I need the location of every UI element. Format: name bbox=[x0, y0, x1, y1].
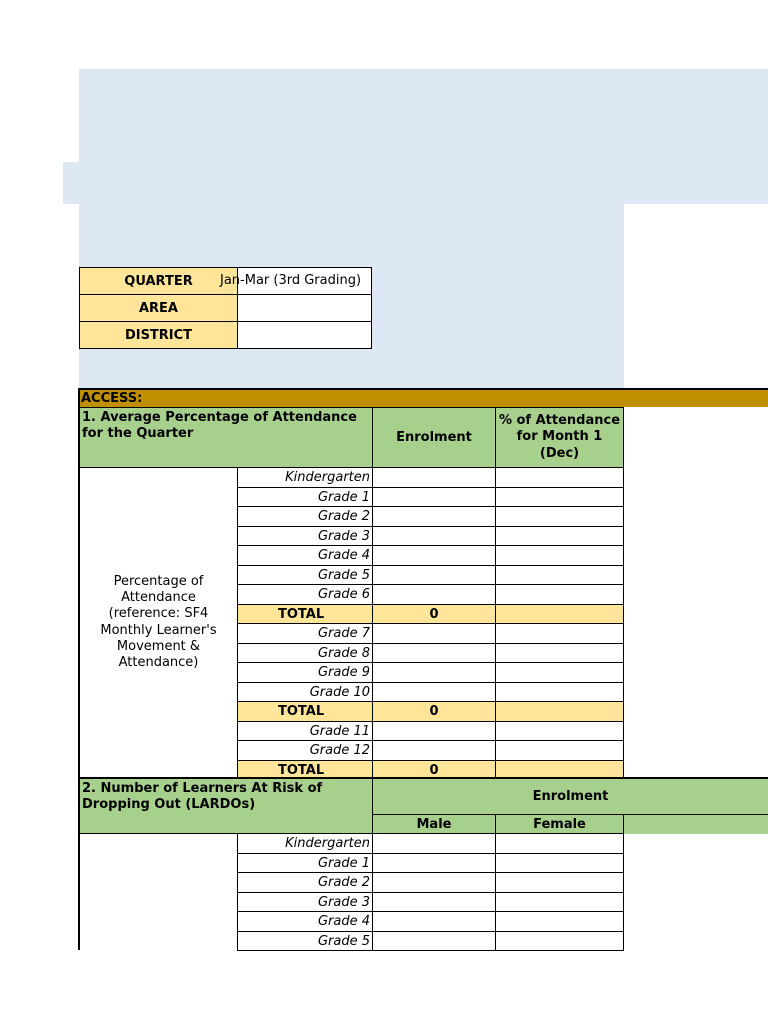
male-cell[interactable] bbox=[372, 833, 496, 854]
grade-label: Grade 2 bbox=[237, 872, 373, 893]
section2-col-enrolment: Enrolment bbox=[372, 777, 768, 815]
enrolment-cell[interactable] bbox=[372, 623, 496, 644]
section1-col-attendance: % of Attendance for Month 1 (Dec) bbox=[495, 407, 624, 468]
total-label: TOTAL bbox=[237, 760, 373, 780]
total-attendance[interactable] bbox=[495, 701, 624, 722]
grade-label: Grade 4 bbox=[237, 911, 373, 932]
female-cell[interactable] bbox=[495, 911, 624, 932]
grade-label: Kindergarten bbox=[237, 467, 373, 488]
male-cell[interactable] bbox=[372, 931, 496, 951]
total-label: TOTAL bbox=[237, 701, 373, 722]
attendance-cell[interactable] bbox=[495, 643, 624, 663]
attendance-cell[interactable] bbox=[495, 662, 624, 683]
grade-label: Grade 12 bbox=[237, 740, 373, 761]
grade-label: Grade 11 bbox=[237, 721, 373, 741]
section2-col-female: Female bbox=[495, 814, 624, 834]
attendance-cell[interactable] bbox=[495, 526, 624, 546]
district-value-cell[interactable] bbox=[237, 321, 372, 349]
enrolment-cell[interactable] bbox=[372, 545, 496, 566]
quarter-value-cell[interactable] bbox=[220, 267, 372, 295]
grade-label: Grade 5 bbox=[237, 565, 373, 585]
total-attendance[interactable] bbox=[495, 604, 624, 624]
attendance-cell[interactable] bbox=[495, 584, 624, 605]
female-cell[interactable] bbox=[495, 853, 624, 873]
grade-label: Grade 5 bbox=[237, 931, 373, 951]
attendance-cell[interactable] bbox=[495, 467, 624, 488]
female-cell[interactable] bbox=[495, 833, 624, 854]
quarter-value: Jan-Mar (3rd Grading) bbox=[220, 273, 362, 288]
male-cell[interactable] bbox=[372, 872, 496, 893]
enrolment-cell[interactable] bbox=[372, 682, 496, 702]
total-enrolment: 0 bbox=[372, 701, 496, 722]
grade-label: Kindergarten bbox=[237, 833, 373, 854]
total-enrolment: 0 bbox=[372, 604, 496, 624]
grade-label: Grade 3 bbox=[237, 526, 373, 546]
district-label: DISTRICT bbox=[79, 321, 238, 349]
grade-label: Grade 6 bbox=[237, 584, 373, 605]
enrolment-cell[interactable] bbox=[372, 643, 496, 663]
quarter-label: QUARTER bbox=[79, 267, 238, 295]
attendance-cell[interactable] bbox=[495, 721, 624, 741]
attendance-cell[interactable] bbox=[495, 545, 624, 566]
section1-side-label: Percentage of Attendance (reference: SF4 Monthly Learner's Movement & Attendance) bbox=[79, 467, 238, 778]
section1-col-enrolment: Enrolment bbox=[372, 407, 496, 468]
enrolment-cell[interactable] bbox=[372, 526, 496, 546]
area-value-cell[interactable] bbox=[237, 294, 372, 322]
header-band-left-step bbox=[63, 162, 79, 204]
grade-label: Grade 2 bbox=[237, 506, 373, 527]
female-cell[interactable] bbox=[495, 892, 624, 912]
attendance-cell[interactable] bbox=[495, 682, 624, 702]
enrolment-cell[interactable] bbox=[372, 506, 496, 527]
grade-label: Grade 7 bbox=[237, 623, 373, 644]
grade-label: Grade 10 bbox=[237, 682, 373, 702]
female-cell[interactable] bbox=[495, 872, 624, 893]
male-cell[interactable] bbox=[372, 911, 496, 932]
area-label: AREA bbox=[79, 294, 238, 322]
enrolment-cell[interactable] bbox=[372, 584, 496, 605]
grade-label: Grade 4 bbox=[237, 545, 373, 566]
enrolment-cell[interactable] bbox=[372, 721, 496, 741]
female-cell[interactable] bbox=[495, 931, 624, 951]
total-enrolment: 0 bbox=[372, 760, 496, 780]
grade-label: Grade 8 bbox=[237, 643, 373, 663]
section2-title: 2. Number of Learners At Risk of Dropping Out (LARDOs) bbox=[79, 777, 373, 834]
male-cell[interactable] bbox=[372, 892, 496, 912]
enrolment-cell[interactable] bbox=[372, 487, 496, 507]
header-band-top bbox=[79, 69, 768, 204]
enrolment-cell[interactable] bbox=[372, 467, 496, 488]
grade-label: Grade 9 bbox=[237, 662, 373, 683]
grade-label: Grade 1 bbox=[237, 853, 373, 873]
section2-side-label bbox=[79, 833, 238, 950]
attendance-cell[interactable] bbox=[495, 623, 624, 644]
grade-label: Grade 3 bbox=[237, 892, 373, 912]
enrolment-cell[interactable] bbox=[372, 662, 496, 683]
male-cell[interactable] bbox=[372, 853, 496, 873]
enrolment-cell[interactable] bbox=[372, 565, 496, 585]
attendance-cell[interactable] bbox=[495, 740, 624, 761]
access-header: ACCESS: bbox=[81, 390, 143, 406]
attendance-cell[interactable] bbox=[495, 487, 624, 507]
grade-label: Grade 1 bbox=[237, 487, 373, 507]
total-label: TOTAL bbox=[237, 604, 373, 624]
enrolment-cell[interactable] bbox=[372, 740, 496, 761]
attendance-cell[interactable] bbox=[495, 565, 624, 585]
attendance-cell[interactable] bbox=[495, 506, 624, 527]
section2-col-male: Male bbox=[372, 814, 496, 834]
section1-title: 1. Average Percentage of Attendance for the Quarter bbox=[79, 407, 373, 468]
